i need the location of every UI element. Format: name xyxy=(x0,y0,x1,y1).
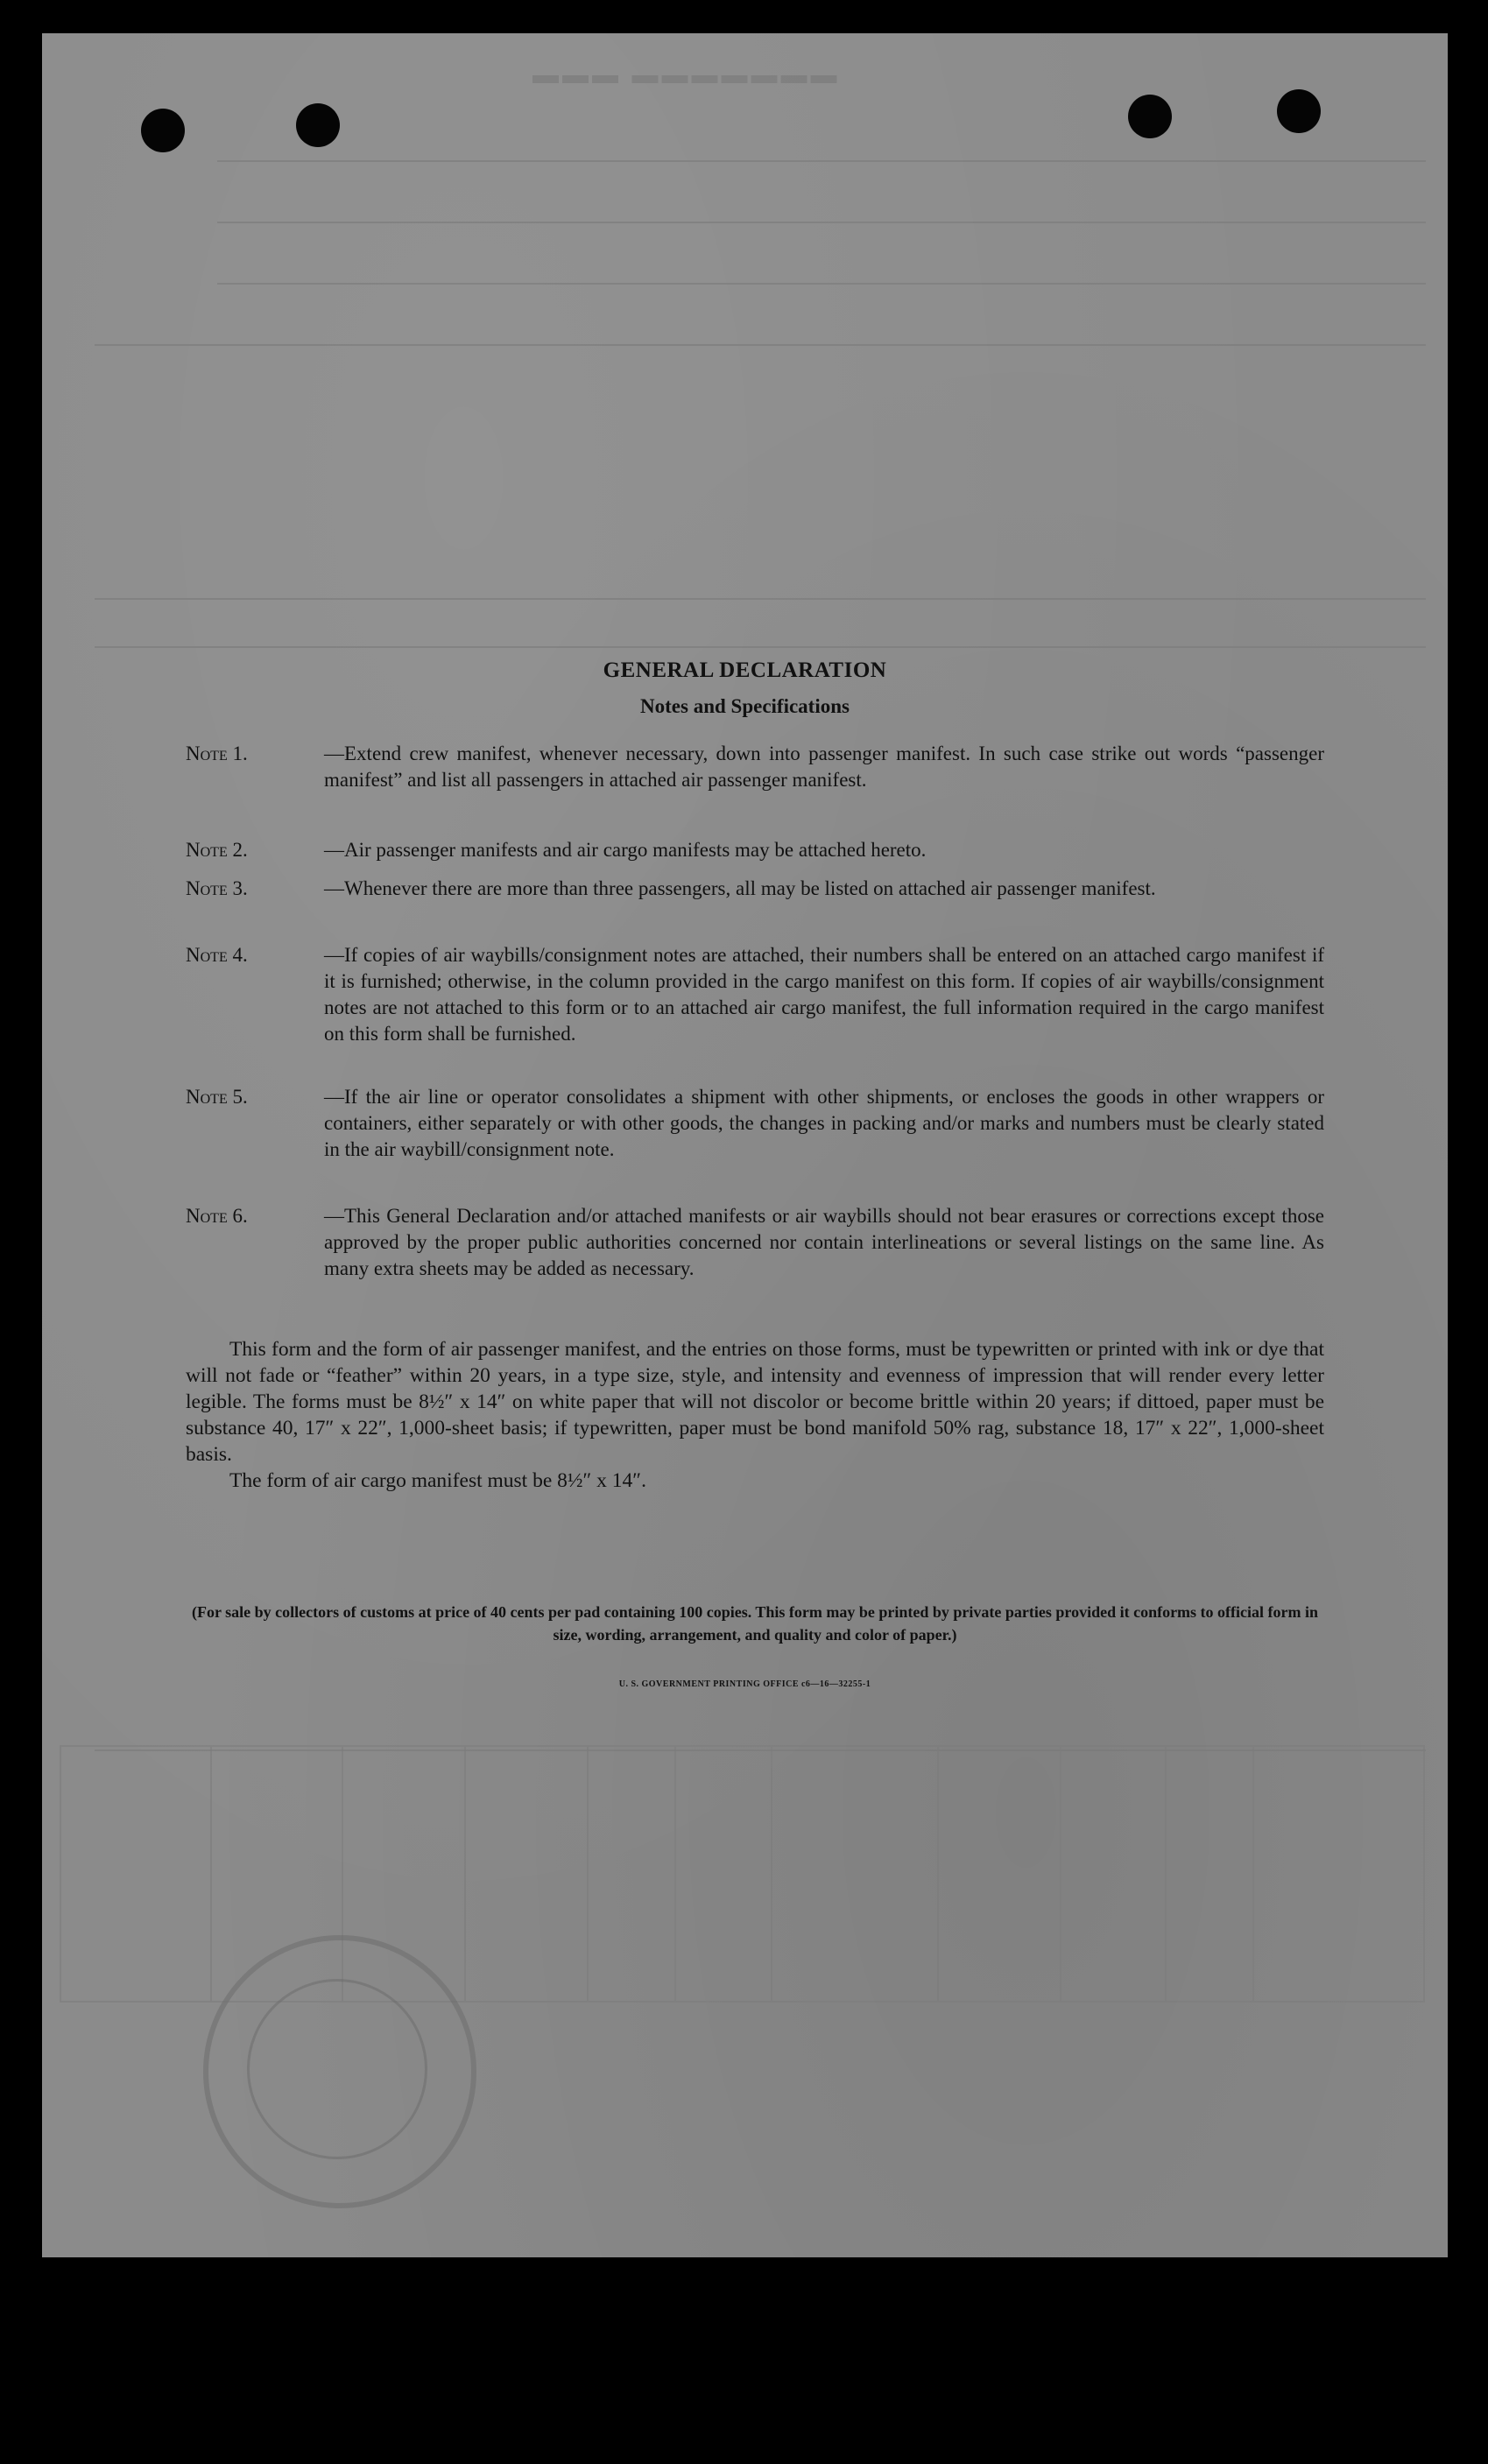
punch-hole xyxy=(296,103,340,147)
note-4 xyxy=(186,942,1324,1047)
punch-hole xyxy=(1128,95,1172,138)
note-text: —If the air line or operator consolidates a shipment with other shipments, or encloses the goods in other wrappers or containers, either separately or with other goods, the changes in packing and/or marks and numbers must be clearly stated in the air waybill/consignment note. xyxy=(324,1086,1324,1160)
sale-note: (For sale by collectors of customs at price of 40 cents per pad containing 100 copies. This form may be printed by private parties provided it conforms to official form in size, wording, arrangement, and quality and color of paper.) xyxy=(191,1603,1319,1644)
note-label: Note 4. xyxy=(186,944,248,966)
bleed-through-rule xyxy=(217,283,1426,285)
punch-hole xyxy=(141,109,185,152)
bleed-through-rule xyxy=(95,646,1426,648)
note-text: —If copies of air waybills/consignment notes are attached, their numbers shall be entered on an attached cargo manifest if it is furnished; otherwise, in the column provided in the cargo manifest on this form. If copies of air waybills/consignment notes are not attached to this form or to an attached air cargo manifest, the full information required in the cargo manifest on this form shall be furnished. xyxy=(324,944,1324,1045)
stamp-impression-inner xyxy=(247,1979,427,2159)
note-label: Note 6. xyxy=(186,1205,248,1227)
note-6 xyxy=(186,1203,1324,1282)
note-label: Note 1. xyxy=(186,743,248,764)
note-text: —Extend crew manifest, whenever necessary, down into passenger manifest. In such case strike out words “passenger manifest” and list all passengers in attached air passenger manifest. xyxy=(324,743,1324,791)
page-subtitle: Notes and Specifications xyxy=(640,695,850,717)
note-1 xyxy=(186,741,1324,793)
note-text: —Whenever there are more than three passengers, all may be listed on attached air passenger manifest. xyxy=(324,877,1156,899)
note-text: —Air passenger manifests and air cargo manifests may be attached hereto. xyxy=(324,839,927,861)
paragraph-last-line: The form of air cargo manifest must be 8½″ x 14″. xyxy=(229,1469,646,1492)
bleed-through-rule xyxy=(95,344,1426,346)
note-label: Note 5. xyxy=(186,1086,248,1108)
bleed-through-rule xyxy=(217,222,1426,223)
page-title: GENERAL DECLARATION xyxy=(603,658,887,682)
bleed-through-rule xyxy=(95,598,1426,600)
note-3 xyxy=(186,876,1324,902)
note-label: Note 2. xyxy=(186,839,248,861)
specification-paragraph xyxy=(186,1336,1324,1494)
printer-imprint: U. S. GOVERNMENT PRINTING OFFICE c6—16—32255-1 xyxy=(618,1679,871,1689)
bleed-through-heading: ▬▬▬ ▬▬▬▬▬▬▬ xyxy=(532,69,841,98)
note-text: —This General Declaration and/or attached manifests or air waybills should not bear erasures or corrections except those approved by the proper public authorities concerned nor contain interlineations or several listings on the same line. As many extra sheets may be added as necessary. xyxy=(324,1205,1324,1279)
bleed-through-rule xyxy=(217,160,1426,162)
punch-hole xyxy=(1277,89,1321,133)
note-label: Note 3. xyxy=(186,877,248,899)
note-5 xyxy=(186,1084,1324,1163)
document-sheet xyxy=(42,33,1448,2257)
note-2 xyxy=(186,837,1324,863)
paragraph-body: This form and the form of air passenger manifest, and the entries on those forms, must be typewritten or printed with ink or dye that will not fade or “feather” within 20 years, in a type size, style, and intensity and evenness of impression that will render every letter legible. The forms must be 8½″ x 14″ on white paper that will not discolor or become brittle within 20 years; if dittoed, paper must be substance 40, 17″ x 22″, 1,000-sheet basis; if typewritten, paper must be bond manifold 50% rag, substance 18, 17″ x 22″, 1,000-sheet basis. xyxy=(186,1338,1324,1466)
